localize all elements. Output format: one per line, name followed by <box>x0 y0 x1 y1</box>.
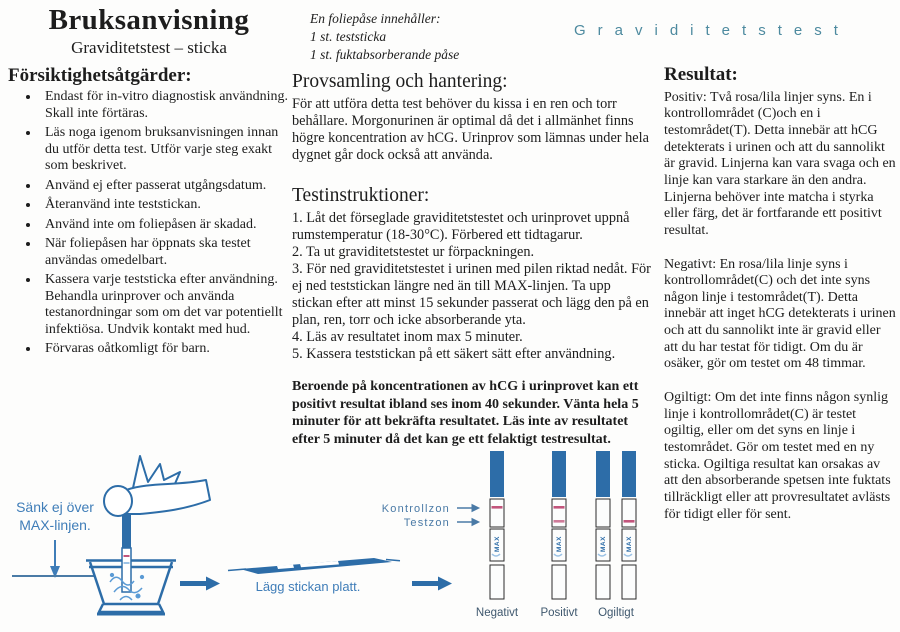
control-line <box>554 506 565 509</box>
instructions-heading: Testinstruktioner: <box>292 185 430 207</box>
pouch-line: 1 st. fuktabsorberande påse <box>310 46 460 62</box>
precaution-item: • Använd ej efter passerat utgångsdatum. <box>40 178 290 195</box>
results-heading: Resultat: <box>664 64 738 85</box>
pouch-heading: En foliepåse innehåller: <box>310 11 441 26</box>
result-label-negative: Negativt <box>475 607 519 619</box>
absorbent-tip <box>622 565 636 599</box>
down-arrow-icon <box>50 540 60 578</box>
max-text: MAX <box>494 536 501 552</box>
instruction-steps <box>292 210 654 363</box>
absorbent-tip <box>596 565 610 599</box>
max-warning-line1: Sänk ej över <box>16 499 94 515</box>
pouch-contents <box>310 10 459 63</box>
instruction-step: 3. För ned graviditetstestet i urinen med pilen riktad nedåt. För ej ned teststickan längre ned än till MAX-linjen. Ta upp stickan efter att minst 15 sekunder passerat och lägg den på en plan, ren, torr och icke absorberande yta. <box>292 261 651 329</box>
precautions-list <box>8 89 290 358</box>
precaution-item: • Endast för in-vitro diagnostisk användning. Skall inte förtäras. <box>40 89 290 122</box>
result-label-positive: Positivt <box>540 607 578 619</box>
lay-flat-label: Lägg stickan platt. <box>255 579 361 594</box>
stick-window <box>596 499 610 527</box>
sampling-body: För att utföra detta test behöver du kissa i en ren och torr behållare. Morgonurinen är optimal då det i allmänhet finns högre koncentration av hCG. Urinprov som lämnas under hela dygnet går dock också att använda. <box>292 96 649 164</box>
absorbent-tip <box>490 565 504 599</box>
max-text: MAX <box>600 536 607 552</box>
sampling-heading: Provsamling och hantering: <box>292 71 508 92</box>
precaution-item: • Förvaras oåtkomligt för barn. <box>40 341 290 358</box>
results-column <box>664 64 897 540</box>
hand-illustration <box>104 456 210 516</box>
stick-handle <box>622 451 636 497</box>
pouch-lines <box>310 28 459 64</box>
dipped-stick-control-line <box>124 555 130 557</box>
stick-handle <box>596 451 610 497</box>
stick-window <box>552 499 566 527</box>
dipped-stick-illustration <box>122 508 131 592</box>
test-line <box>554 520 565 523</box>
instruction-step: 2. Ta ut graviditetstestet ur förpackningen. <box>292 244 535 261</box>
stick-window <box>490 499 504 527</box>
right-arrow-icon <box>180 577 220 591</box>
pouch-line: 1 st. teststicka <box>310 28 387 44</box>
result-invalid-text: Ogiltigt: Om det inte finns någon synlig linje i kontrollområdet(C) är testet ogiltig, eller om det syns en linje i testområdet. Gör om testet med en ny sticka. Ogiltiga resultat kan orsakas av att den absorberande spetsen inte fuktats tillräckligt eller att provresultatet avlästs för tidigt eller för sent. <box>664 390 891 522</box>
stick-window <box>622 499 636 527</box>
max-warning-line2: MAX-linjen. <box>19 517 91 533</box>
right-arrow-icon <box>412 577 452 591</box>
instruction-step: 4. Läs av resultatet inom max 5 minuter. <box>292 329 523 346</box>
page-title: Bruksanvisning <box>48 4 250 36</box>
zone-pointer-arrows <box>457 505 479 526</box>
instruction-step: 1. Låt det förseglade graviditetstestet och urinprovet uppnå rumstemperatur (18-30°C). Förbered ett tidtagarur. <box>292 210 630 244</box>
usage-diagram <box>0 428 680 632</box>
result-positive-text: Positiv: Två rosa/lila linjer syns. En i kontrollområdet (C)och en i testområdet(T). Detta innebär att hCG detekterats i urinen och att du sannolikt är gravid. Linjerna kan vara svaga och en linje kan vara starkare än den andra. Linjerna behöver inte matcha i styrka eller färg, det är fortfarande ett positivt resultat. <box>664 89 896 238</box>
result-stick-invalid-testline <box>622 451 636 599</box>
precaution-item: • Läs noga igenom bruksanvisningen innan du utför detta test. Utför varje steg exakt som beskrivet. <box>40 125 290 175</box>
max-text: MAX <box>556 536 563 552</box>
stick-handle <box>552 451 566 497</box>
middle-column <box>292 70 654 448</box>
result-negative-text: Negativt: En rosa/lila linje syns i kontrollområdet(C) och det inte syns någon linje i testområdet(T). Detta innebär att inget hCG detekterats i urinen och att du sannolikt inte är gravid eller att du har testat för tidigt. Om du är osäker, gör om testet om 48 timmar. <box>664 256 896 372</box>
instruction-step: 5. Kassera teststickan på ett säkert sätt efter användning. <box>292 346 616 363</box>
timing-note: Beroende på koncentrationen av hCG i urinprovet kan ett positivt resultat ibland ses inom 40 sekunder. Vänta hela 5 minuter för att bekräfta resultatet. Läs inte av resultatet efter 5 minuter då det kan ge ett felaktigt testresultat. <box>292 379 639 447</box>
result-stick-negative <box>490 451 504 599</box>
precautions-heading: Försiktighetsåtgärder: <box>8 65 192 86</box>
control-zone-label: Kontrollzon <box>381 503 450 515</box>
stick-handle <box>490 451 504 497</box>
flat-stick-illustration <box>228 558 400 574</box>
page-subtitle: Graviditetstest – sticka <box>71 38 227 57</box>
precaution-item: • Använd inte om foliepåsen är skadad. <box>40 217 290 234</box>
precaution-item: • Återanvänd inte teststickan. <box>40 197 290 214</box>
precaution-item: • När foliepåsen har öppnats ska testet användas omedelbart. <box>40 236 290 269</box>
absorbent-tip <box>552 565 566 599</box>
result-stick-invalid-blank <box>596 451 610 599</box>
result-stick-positive <box>552 451 566 599</box>
left-column <box>8 4 290 361</box>
control-line <box>492 506 503 509</box>
brand-title: Graviditetstest <box>574 22 850 39</box>
test-zone-label: Testzon <box>403 517 450 529</box>
test-line <box>624 520 635 523</box>
precaution-item: • Kassera varje teststicka efter användning. Behandla urinprover och använda testanordningar som om det var potentiellt infektiösa. Undvik kontakt med hud. <box>40 272 290 338</box>
dipped-stick-max-mark <box>124 562 130 564</box>
result-label-invalid: Ogiltigt <box>598 607 634 619</box>
max-text: MAX <box>626 536 633 552</box>
max-warning-label <box>12 499 94 578</box>
